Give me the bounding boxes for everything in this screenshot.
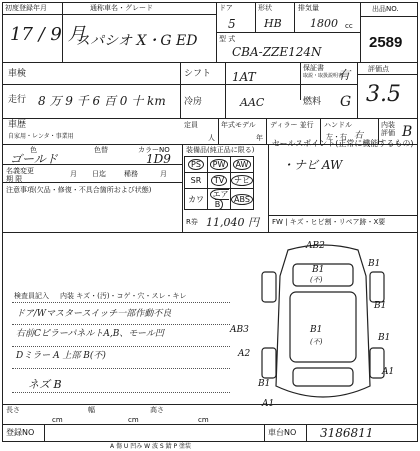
- dmg-label: AB2: [306, 241, 325, 251]
- annual-unit: 年: [256, 134, 263, 142]
- col-divider: [300, 62, 301, 100]
- wheel-fr: [370, 272, 384, 302]
- mileage-value: 8 万 9 千 6 百 0 十 km: [38, 94, 166, 108]
- dmg-label: B1: [258, 379, 271, 389]
- note-line: [12, 368, 230, 369]
- name-change-label: 名義変更期 限: [6, 167, 34, 183]
- displacement-unit: cc: [345, 22, 353, 30]
- row-divider: [357, 74, 418, 75]
- equip-leather: カワ: [185, 189, 208, 210]
- warranty-value: 有: [338, 68, 351, 82]
- note-line: [12, 346, 230, 347]
- wheel-fl: [262, 272, 276, 302]
- displacement-value: 1800: [310, 17, 338, 30]
- warranty-label: 保証書: [303, 64, 324, 72]
- color-no-value: 1D9: [146, 152, 171, 166]
- type-value: CBA-ZZE124N: [232, 45, 322, 59]
- wheel-rl: [262, 348, 276, 378]
- shape-value: HB: [264, 17, 282, 30]
- dmg-label: A1: [382, 367, 395, 377]
- dmg-label: B1: [312, 265, 325, 275]
- equipment-grid: [184, 156, 254, 210]
- door-value: 5: [228, 17, 236, 31]
- dmg-label: AB3: [230, 325, 249, 335]
- model-name-value: スパシオ X・G ED: [76, 33, 198, 49]
- cancel-label: 稀務: [124, 170, 138, 178]
- row-divider: [2, 84, 357, 85]
- col-divider: [225, 62, 226, 118]
- capacity-label: 定員: [184, 121, 198, 129]
- length-label: 長さ: [6, 406, 20, 414]
- col-divider: [218, 118, 219, 144]
- capacity-unit: 人: [208, 134, 215, 142]
- fw-row: FW | キズ・ヒビ割・リペア跡・X要: [272, 218, 386, 226]
- shift-value: 1AT: [232, 70, 256, 84]
- equip-abs: ABS: [231, 189, 254, 210]
- annual-label: 年式モデル: [221, 121, 256, 129]
- aircon-value: AAC: [240, 96, 265, 109]
- inspector-title: 検査員記入: [14, 292, 49, 300]
- equip-navi: ナビ: [231, 173, 254, 189]
- chassis-value: 3186811: [320, 426, 374, 440]
- handle-label: ハンドル: [324, 121, 352, 129]
- row-divider: [2, 164, 182, 165]
- equip-airbag: エアB: [208, 189, 231, 210]
- dealer-label: ディラー 並行: [270, 121, 314, 129]
- date-label: 日迄: [92, 170, 106, 178]
- row-divider: [2, 424, 418, 425]
- col-divider: [182, 144, 183, 232]
- row-divider: [360, 16, 418, 17]
- shape-label: 形状: [258, 4, 272, 12]
- score-label: 評価点: [368, 65, 389, 73]
- fuel-label: 燃料: [303, 97, 322, 107]
- type-label: 型 式: [219, 35, 236, 43]
- aircon-label: 冷房: [184, 97, 203, 107]
- glass-note: (不): [310, 338, 323, 346]
- equip-tv: TV: [208, 173, 231, 189]
- door-label: ドア: [219, 4, 233, 12]
- row-divider: [2, 62, 418, 63]
- recycle-label: R券: [186, 218, 198, 226]
- interior-label: 内装 評価: [381, 121, 395, 137]
- model-name-label: 通称車名・グレード: [90, 4, 153, 12]
- glass-note: (不): [310, 276, 323, 284]
- roof: [290, 292, 356, 362]
- height-label: 高さ: [150, 406, 164, 414]
- dmg-label: A2: [238, 349, 251, 359]
- recycle-value: 11,040 円: [206, 216, 259, 229]
- dmg-label: B1: [374, 301, 387, 311]
- usage-sub: 自家用・レンタ・事業用: [8, 133, 74, 140]
- inspector-categories: 内装 キズ・(汚)・コゲ・穴・スレ・キレ: [60, 292, 187, 300]
- row-divider: [2, 232, 418, 233]
- col-divider: [357, 62, 358, 118]
- chassis-label: 車台NO: [268, 428, 297, 437]
- row-divider: [2, 182, 182, 183]
- row-divider: [268, 215, 418, 216]
- equip-ps: PS: [185, 157, 208, 173]
- dmg-label: B1: [310, 325, 323, 335]
- col-divider: [180, 62, 181, 118]
- equip-pw: PW: [208, 157, 231, 173]
- rear-glass: [293, 368, 353, 386]
- height-unit: cm: [198, 416, 209, 424]
- sales-point-title: セールスポイント(正常に機能するもの): [272, 139, 414, 148]
- first-reg-label: 初度登録年月: [5, 4, 47, 12]
- row-divider: [216, 32, 360, 33]
- width-unit: cm: [128, 416, 139, 424]
- dmg-label: B1: [378, 333, 391, 343]
- color-value: ゴールド: [10, 152, 58, 166]
- note-line: [12, 324, 230, 325]
- caution-label: 注意事項(欠品・修復・不具合箇所および状態): [6, 186, 152, 194]
- inspector-note-4: ネズ B: [28, 378, 62, 391]
- equipment-title: 装備品(純正品に限る): [186, 146, 255, 154]
- warranty-sub: 取説・取扱説明書: [303, 73, 344, 79]
- col-divider: [306, 424, 307, 442]
- inspector-note-1: ドア/Wマスタースイッチ一部作動不良: [16, 309, 172, 319]
- dmg-label: A1: [262, 399, 275, 409]
- displacement-label: 排気量: [298, 4, 319, 12]
- lot-value: 2589: [369, 34, 403, 51]
- reg-no-label: 登録NO: [6, 428, 35, 437]
- score-value: 3.5: [366, 82, 401, 107]
- sales-point-value: ・ナビ AW: [282, 158, 343, 172]
- handle-options: 左・右: [326, 133, 347, 141]
- col-divider: [255, 2, 256, 32]
- width-label: 幅: [88, 406, 95, 414]
- first-reg-value: 17 / 9 月: [10, 24, 86, 45]
- length-unit: cm: [52, 416, 63, 424]
- col-divider: [360, 2, 361, 62]
- col-divider: [266, 118, 267, 144]
- inspector-note-3: Dミラー A 上部 B(不): [16, 351, 106, 361]
- legend: A 傷 U 凹み W 波 S 錆 P 塗装: [110, 443, 192, 450]
- inspector-note-2: 右前CピラーパネルトA,B、モール凹: [16, 329, 164, 339]
- header-divider: [2, 14, 216, 15]
- note-line: [12, 392, 230, 393]
- original-color-label: 色替: [94, 146, 108, 154]
- car-diagram: [228, 236, 418, 416]
- cancel-sub: 月: [160, 170, 167, 178]
- shaken-label: 車検: [8, 69, 27, 79]
- usage-label: 車歴: [8, 120, 27, 130]
- shift-label: シフト: [184, 69, 212, 79]
- row-divider: [2, 118, 418, 119]
- col-divider: [294, 2, 295, 32]
- mileage-label: 走行: [8, 95, 27, 105]
- col-divider: [44, 424, 45, 442]
- lot-label: 出品NO.: [372, 5, 399, 13]
- equip-sr: SR: [185, 173, 208, 189]
- equip-aw: AW: [231, 157, 254, 173]
- fuel-value: G: [340, 94, 352, 110]
- interior-value: B: [402, 124, 413, 140]
- row-divider: [2, 404, 418, 405]
- handle-value: 右: [354, 131, 364, 141]
- month-label: 月: [70, 170, 77, 178]
- note-line: [12, 302, 230, 303]
- color-no-label: カラーNO: [138, 146, 170, 154]
- color-label: 色: [30, 146, 37, 154]
- col-divider: [264, 424, 265, 442]
- col-divider: [268, 144, 269, 232]
- dmg-label: B1: [368, 259, 381, 269]
